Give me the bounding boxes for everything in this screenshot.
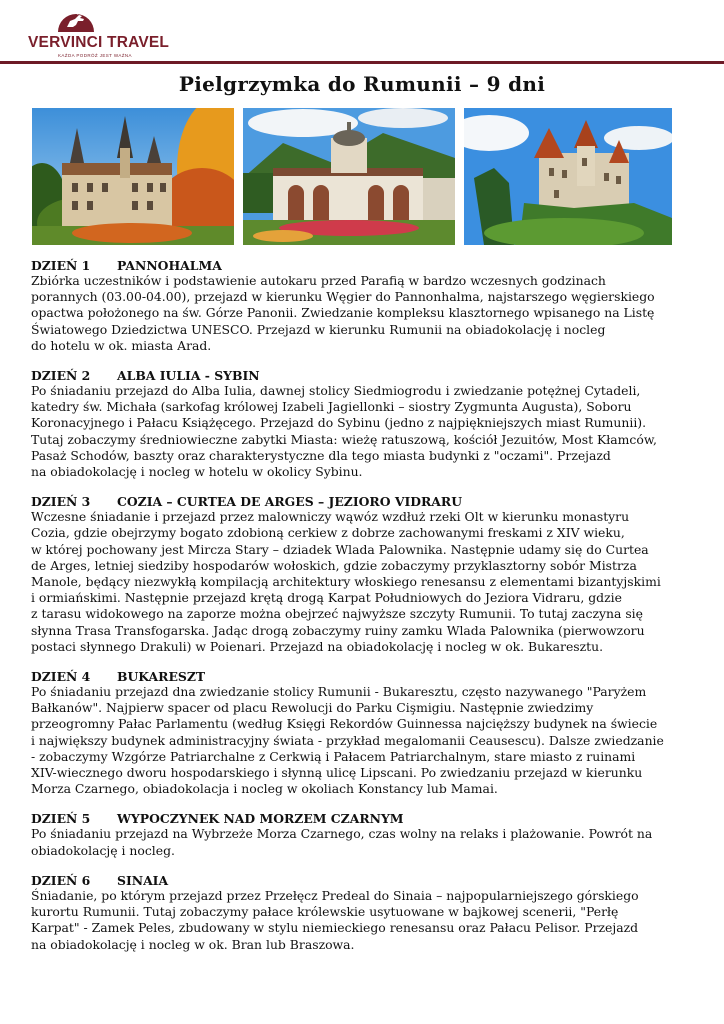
day-heading: COZIA – CURTEA DE ARGES – JEZIORO VIDRARU (117, 494, 462, 510)
page-title: Pielgrzymka do Rumunii – 9 dni (178, 72, 546, 96)
day-description: Zbiórka uczestników i podstawienie autokaru przed Parafią w bardzo wczesnych godzinach porannych (03.00-04.00), przejazd w kierunku Węgier do Pannonhalma, najstarszego węgierskiego opactwa położonego na św. Górze Panonii. Zwiedzanie kompleksu klasztornego wpisanego na Listę Światowego Dziedzictwa UNESCO. Przejazd w kierunku Rumunii na obiadokolację i nocleg do hotelu w ok. miasta Arad. (31, 273, 655, 353)
day-label: DZIEŃ 3 (31, 494, 91, 510)
day-1 (31, 258, 681, 354)
horse-rider-icon (56, 6, 96, 32)
day-heading: SINAIA (117, 872, 169, 888)
day-label: DZIEŃ 2 (31, 368, 91, 384)
day-label: DZIEŃ 6 (31, 872, 91, 888)
bran-castle-photo (464, 108, 672, 245)
day-heading: WYPOCZYNEK NAD MORZEM CZARNYM (117, 811, 404, 827)
day-4 (31, 669, 681, 797)
day-label: DZIEŃ 5 (31, 811, 91, 827)
peles-castle-photo (32, 108, 234, 245)
header-divider (0, 61, 724, 64)
day-description: Wczesne śniadanie i przejazd przez malowniczy wąwóz wzdłuż rzeki Olt w kierunku monastyru Cozia, gdzie obejrzymy bogato zdobioną cerkiew z dobrze zachowanymi freskami z XIV wieku, w której pochowany jest Mircza Stary – dziadek Wlada Palownika. Następnie udamy się do Curtea de Arges, letniej siedziby hospodarów wołoskich, gdzie zobaczymy przyklasztorny sobór Mistrza Manole, będący niezwykłą kompilacją architektury włoskiego renesansu z elementami bizantyjskimi i ormiańskimi. Następnie przejazd krętą drogą Karpat Południowych do Jeziora Vidraru, gdzie z tarasu widokowego na zaporze można obejrzeć najwyższe szczyty Rumunii. To tutaj zaczyna się słynna Trasa Transfogarska. Jadąc drogą zobaczymy ruiny zamku Wlada Palownika (pierwowzoru postaci słynnego Drakuli) w Poienari. Przejazd na obiadokolację i nocleg w ok. Bukaresztu. (31, 509, 661, 654)
day-label: DZIEŃ 1 (31, 258, 91, 273)
day-2 (31, 368, 681, 480)
day-label: DZIEŃ 4 (31, 669, 91, 685)
day-description: Po śniadaniu przejazd do Alba Iulia, dawnej stolicy Siedmiogrodu i zwiedzanie potężnej Cytadeli, katedry św. Michała (sarkofag królowej Izabeli Jagiellonki – siostry Zygmunta Augusta), Soboru Koronacyjnego i Pałacu Książęcego. Przejazd do Sybinu (jedno z najpiękniejszych miast Rumunii). Tutaj zobaczymy średniowieczne zabytki Miasta: wieżę ratuszową, kościół Jezuitów, Most Kłamców, Pasaż Schodów, baszty oraz charakterystyczne dla tego miasta budynki z "oczami". Przejazd na obiadokolację i nocleg w hotelu w okolicy Sybinu. (31, 383, 657, 480)
day-heading: ALBA IULIA - SYBIN (117, 368, 260, 384)
brand-name: VERVINCI TRAVEL (28, 34, 170, 51)
day-description: Po śniadaniu przejazd na Wybrzeże Morza Czarnego, czas wolny na relaks i plażowanie. Powrót na obiadokolację i nocleg. (31, 826, 653, 858)
header (0, 0, 724, 64)
day-3 (31, 494, 681, 655)
day-description: Śniadanie, po którym przejazd przez Przełęcz Predeal do Sinaia – najpopularniejszego górskiego kurortu Rumunii. Tutaj zobaczymy pałace królewskie usytuowane w bajkowej scenerii, "Perłę Karpat" - Zamek Peles, zbudowany w stylu niemieckiego renesansu oraz Pałacu Pelisor. Przejazd na obiadokolację i nocleg w ok. Bran lub Braszowa. (31, 887, 639, 952)
day-5 (31, 811, 681, 858)
day-heading: BUKARESZT (117, 669, 206, 685)
day-6 (31, 873, 681, 953)
day-description: Po śniadaniu przejazd dna zwiedzanie stolicy Rumunii - Bukaresztu, często nazywanego "Paryżem Bałkanów". Najpierw spacer od placu Rewolucji do Parku Cişmigiu. Następnie zwiedzimy przeogromny Pałac Parlamentu (według Księgi Rekordów Guinnessa najcięższy budynek na świecie i największy budynek administracyjny świata - przykład megalomanii Ceausescu). Dalsze zwiedzanie - zobaczymy Wzgórze Patriarchalne z Cerkwią i Pałacem Patriarchalnym, stare miasto z ruinami XIV-wiecznego dworu hospodarskiego i słynną ulicę Lipscani. Po zwiedzaniu przejazd w kierunku Morza Czarnego, obiadokolacja i nocleg w okoliach Konstancy lub Mamai. (31, 684, 664, 797)
cozia-monastery-photo (243, 108, 455, 245)
brand-tagline: KAŻDA PODRÓŻ JEST WAŻNA (58, 53, 132, 58)
logo[interactable] (28, 6, 168, 62)
day-heading: PANNOHALMA (117, 258, 222, 273)
itinerary (31, 258, 681, 967)
